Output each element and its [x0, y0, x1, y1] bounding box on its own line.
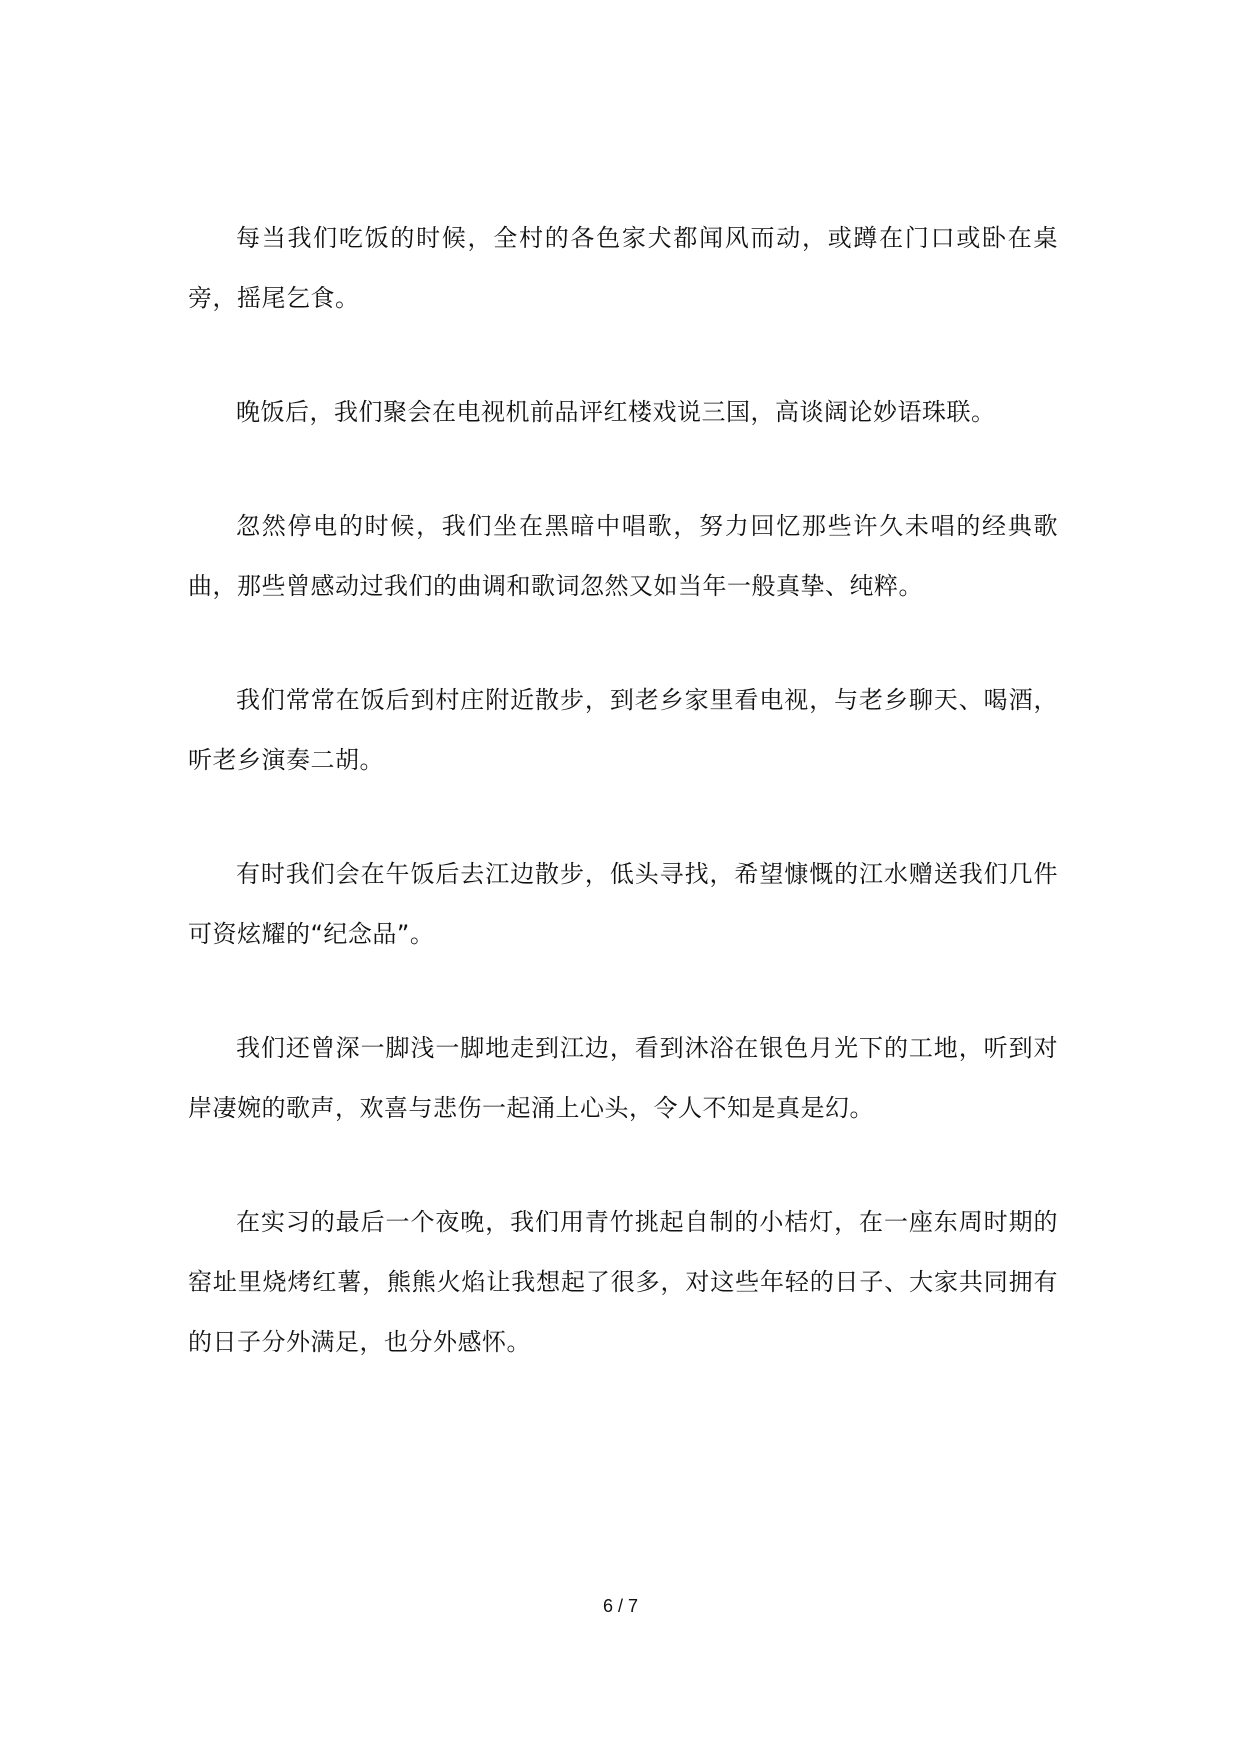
document-body [188, 208, 1058, 1426]
paragraph: 每当我们吃饭的时候，全村的各色家犬都闻风而动，或蹲在门口或卧在桌旁，摇尾乞食。 [188, 224, 1058, 312]
paragraph: 有时我们会在午饭后去江边散步，低头寻找，希望慷慨的江水赠送我们几件可资炫耀的“纪念品”。 [188, 860, 1058, 948]
paragraph: 忽然停电的时候，我们坐在黑暗中唱歌，努力回忆那些许久未唱的经典歌曲，那些曾感动过我们的曲调和歌词忽然又如当年一般真挚、纯粹。 [188, 512, 1058, 600]
paragraph: 晚饭后，我们聚会在电视机前品评红楼戏说三国，高谈阔论妙语珠联。 [236, 398, 996, 426]
paragraph: 我们还曾深一脚浅一脚地走到江边，看到沐浴在银色月光下的工地，听到对岸凄婉的歌声，欢喜与悲伤一起涌上心头，令人不知是真是幻。 [188, 1034, 1058, 1122]
paragraph: 在实习的最后一个夜晚，我们用青竹挑起自制的小桔灯，在一座东周时期的窑址里烧烤红薯，熊熊火焰让我想起了很多，对这些年轻的日子、大家共同拥有的日子分外满足，也分外感怀。 [188, 1208, 1058, 1356]
page-number: 6 / 7 [602, 1596, 639, 1616]
paragraph: 我们常常在饭后到村庄附近散步，到老乡家里看电视，与老乡聊天、喝酒，听老乡演奏二胡。 [188, 686, 1058, 774]
